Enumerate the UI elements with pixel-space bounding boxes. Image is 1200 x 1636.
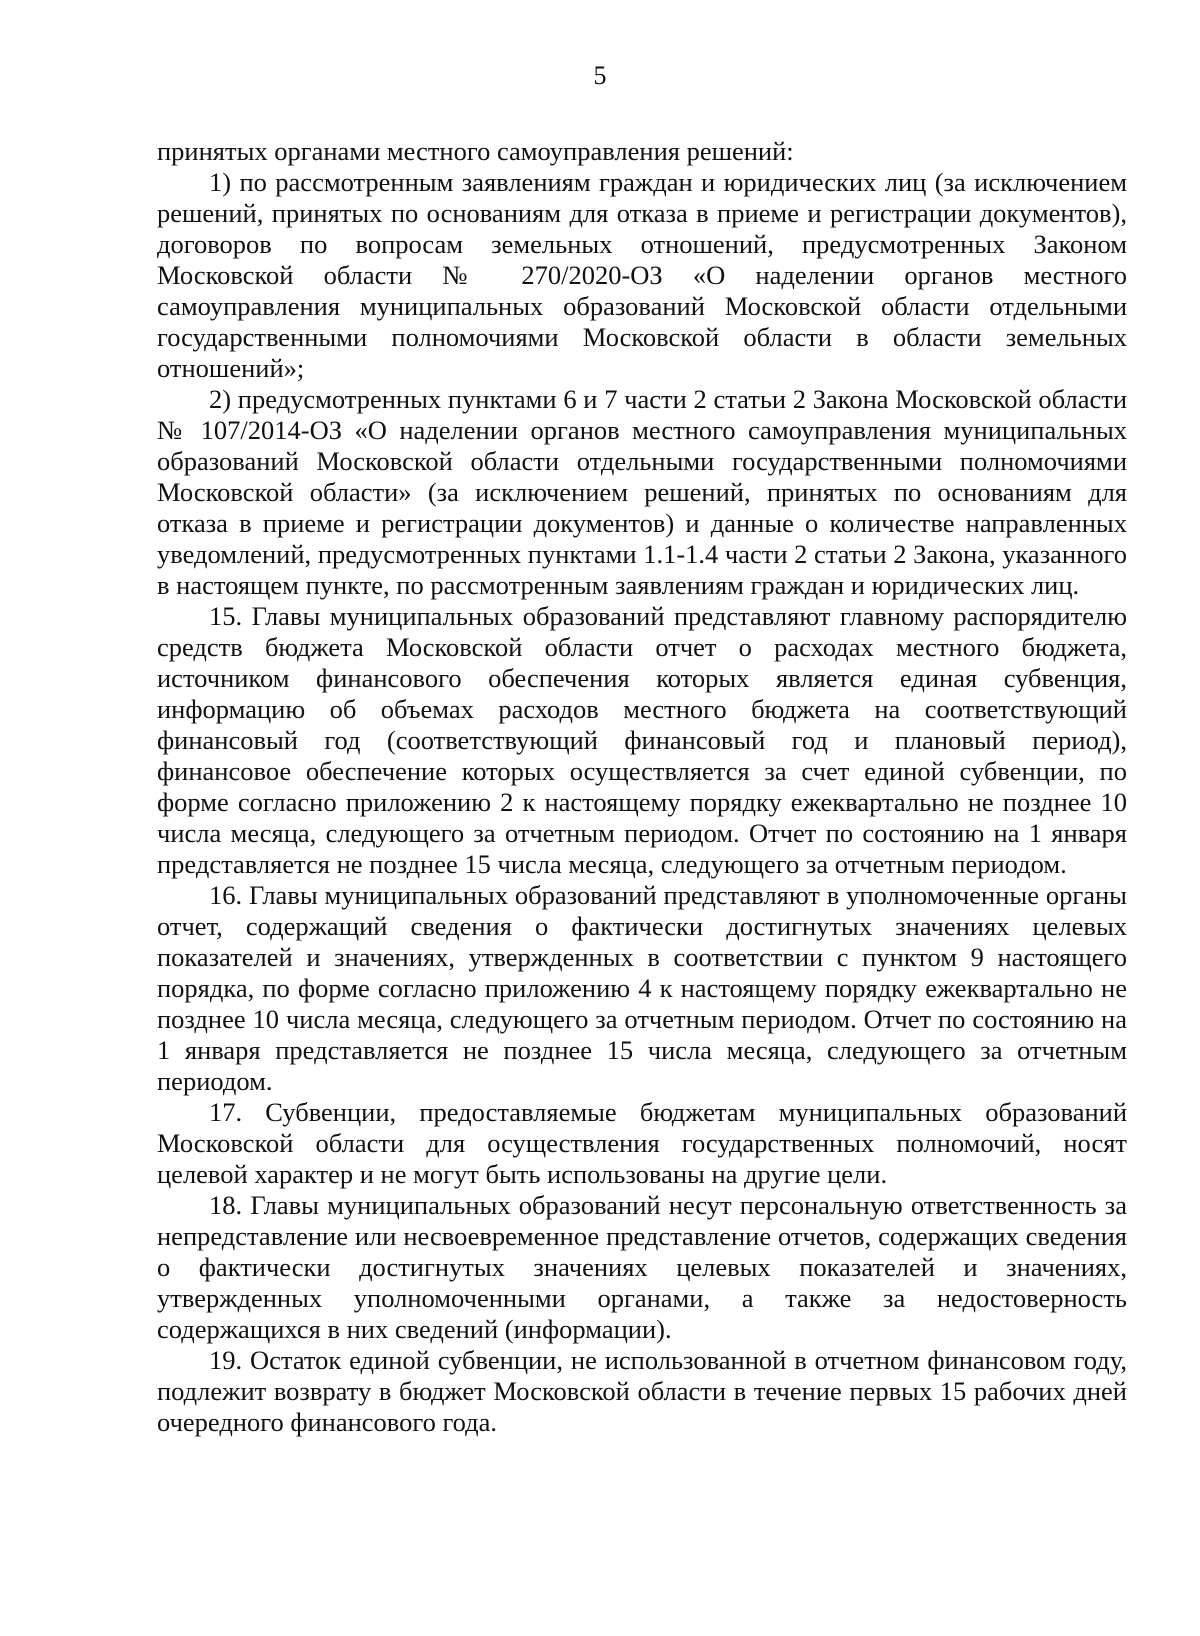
paragraph-19: 19. Остаток единой субвенции, не использованной в отчетном финансовом году, подлежит возврату в бюджет Московской области в течение первых 15 рабочих дней очередного финансового года. bbox=[157, 1345, 1127, 1437]
paragraph-17: 17. Субвенции, предоставляемые бюджетам муниципальных образований Московской области для осуществления государственных полномочий, носят целевой характер и не могут быть использованы на другие цели. bbox=[157, 1097, 1127, 1189]
page-number: 5 bbox=[593, 61, 607, 90]
paragraph-18: 18. Главы муниципальных образований несут персональную ответственность за непредставление или несвоевременное представление отчетов, содержащих сведения о фактически достигнутых значениях целевых показателей и значениях, утвержденных уполномоченными органами, а также за недостоверность содержащихся в них сведений (информации). bbox=[157, 1190, 1127, 1344]
paragraph-16: 16. Главы муниципальных образований представляют в уполномоченные органы отчет, содержащий сведения о фактически достигнутых значениях целевых показателей и значениях, утвержденных в соответствии с пунктом 9 настоящего порядка, по форме согласно приложению 4 к настоящему порядку ежеквартально не позднее 10 числа месяца, следующего за отчетным периодом. Отчет по состоянию на 1 января представляется не позднее 15 числа месяца, следующего за отчетным периодом. bbox=[157, 880, 1127, 1096]
document-body bbox=[157, 136, 1127, 1438]
paragraph-item-1: 1) по рассмотренным заявлениям граждан и юридических лиц (за исключением решений, принятых по основаниям для отказа в приеме и регистрации документов), договоров по вопросам земельных отношений, предусмотренных Законом Московской области № 270/2020-ОЗ «О наделении органов местного самоуправления муниципальных образований Московской области отдельными государственными полномочиями Московской области в области земельных отношений»; bbox=[157, 167, 1127, 383]
paragraph-item-2: 2) предусмотренных пунктами 6 и 7 части 2 статьи 2 Закона Московской области № 107/2014-ОЗ «О наделении органов местного самоуправления муниципальных образований Московской области отдельными государственными полномочиями Московской области» (за исключением решений, принятых по основаниям для отказа в приеме и регистрации документов) и данные о количестве направленных уведомлений, предусмотренных пунктами 1.1-1.4 части 2 статьи 2 Закона, указанного в настоящем пункте, по рассмотренным заявлениям граждан и юридических лиц. bbox=[157, 384, 1127, 600]
paragraph-15: 15. Главы муниципальных образований представляют главному распорядителю средств бюджета Московской области отчет о расходах местного бюджета, источником финансового обеспечения которых является единая субвенция, информацию об объемах расходов местного бюджета на соответствующий финансовый год (соответствующий финансовый год и плановый период), финансовое обеспечение которых осуществляется за счет единой субвенции, по форме согласно приложению 2 к настоящему порядку ежеквартально не позднее 10 числа месяца, следующего за отчетным периодом. Отчет по состоянию на 1 января представляется не позднее 15 числа месяца, следующего за отчетным периодом. bbox=[157, 601, 1127, 879]
paragraph-intro: принятых органами местного самоуправления решений: bbox=[157, 136, 794, 166]
